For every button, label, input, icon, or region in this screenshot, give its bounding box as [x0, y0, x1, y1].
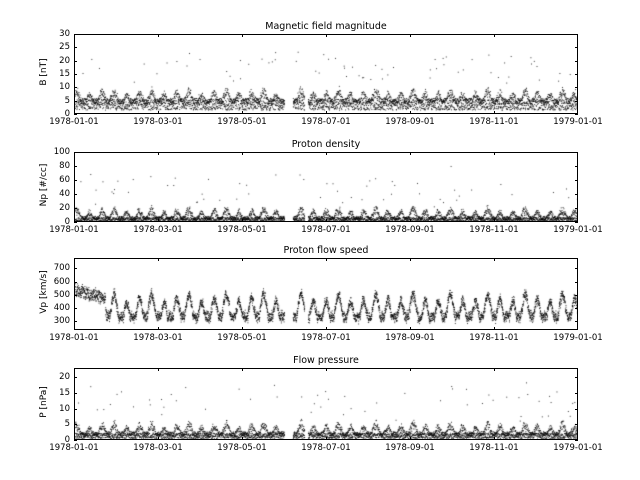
x-tick-label: 1978-11-01 [469, 443, 519, 453]
y-axis-label: B [nT] [39, 58, 49, 86]
y-axis-label: Np [#/cc] [39, 163, 49, 207]
y-axis-label: Vp [km/s] [39, 270, 49, 314]
panel-proton-density [39, 139, 603, 235]
x-axis-tick [158, 327, 159, 330]
x-tick-label: 1978-05-01 [217, 225, 267, 235]
x-axis-tick [326, 327, 327, 330]
y-axis-tick [74, 208, 77, 209]
data-points [75, 259, 578, 330]
x-tick-label: 1978-03-01 [133, 333, 183, 343]
x-axis-tick [410, 258, 411, 261]
y-tick-label: 30 [59, 29, 70, 39]
x-axis-tick [158, 219, 159, 222]
y-tick-label: 300 [53, 315, 70, 326]
plot-area [74, 152, 578, 222]
y-tick-label: 20 [59, 372, 70, 383]
y-axis-tick [74, 282, 77, 283]
x-tick-label: 1978-07-01 [301, 117, 351, 127]
x-axis-tick [577, 258, 578, 261]
x-axis-tick [242, 152, 243, 155]
x-tick-label: 1978-03-01 [133, 117, 183, 127]
y-tick-label: 0 [64, 109, 70, 119]
y-tick-label: 25 [59, 42, 70, 53]
y-axis-tick [575, 409, 578, 410]
x-axis-tick [494, 368, 495, 371]
x-axis-tick [158, 437, 159, 440]
panel-title: Proton density [291, 139, 361, 150]
x-tick-label: 1978-09-01 [385, 443, 435, 453]
x-axis-tick [158, 258, 159, 261]
x-axis-tick [326, 437, 327, 440]
y-axis-tick [74, 440, 77, 441]
x-axis-tick [74, 111, 75, 114]
y-tick-label: 0 [64, 435, 70, 445]
y-axis-tick [74, 295, 77, 296]
y-axis-tick [74, 74, 77, 75]
x-axis-tick [494, 327, 495, 330]
y-axis-tick [575, 180, 578, 181]
x-tick-label: 1978-09-01 [385, 333, 435, 343]
x-axis-tick [74, 327, 75, 330]
x-tick-label: 1978-05-01 [217, 333, 267, 343]
y-axis-tick [74, 61, 77, 62]
x-axis-tick [410, 327, 411, 330]
x-tick-label: 1978-09-01 [385, 225, 435, 235]
y-axis-tick [74, 321, 77, 322]
x-axis-tick [74, 368, 75, 371]
x-axis-tick [242, 327, 243, 330]
y-tick-label: 5 [64, 95, 70, 106]
y-axis-tick [575, 268, 578, 269]
x-axis-tick [494, 219, 495, 222]
x-tick-label: 1978-11-01 [469, 225, 519, 235]
y-axis-tick [575, 308, 578, 309]
y-axis-tick [74, 194, 77, 195]
x-axis-tick [577, 219, 578, 222]
y-axis-tick [575, 295, 578, 296]
x-axis-tick [158, 368, 159, 371]
x-axis-tick [326, 152, 327, 155]
x-axis-tick [74, 219, 75, 222]
x-axis-tick [74, 437, 75, 440]
x-axis-tick [242, 219, 243, 222]
y-tick-label: 400 [53, 302, 70, 313]
x-tick-label: 1978-05-01 [217, 443, 267, 453]
plot-area [74, 258, 578, 330]
x-tick-label: 1978-01-01 [49, 225, 99, 235]
data-points [75, 369, 578, 440]
x-axis-tick [158, 152, 159, 155]
y-axis-tick [74, 409, 77, 410]
x-axis-tick [577, 437, 578, 440]
x-axis-tick [577, 111, 578, 114]
x-axis-tick [577, 34, 578, 37]
data-points [75, 153, 578, 222]
y-tick-label: 15 [59, 388, 70, 399]
x-tick-label: 1979-01-01 [553, 225, 603, 235]
y-axis-tick [575, 74, 578, 75]
plot-area [74, 368, 578, 440]
x-axis-tick [410, 34, 411, 37]
x-axis-tick [326, 258, 327, 261]
x-axis-tick [242, 111, 243, 114]
y-tick-label: 600 [53, 276, 70, 287]
y-axis-tick [74, 180, 77, 181]
x-axis-tick [74, 152, 75, 155]
y-axis-tick [575, 114, 578, 115]
x-axis-tick [577, 368, 578, 371]
y-axis-tick [74, 222, 77, 223]
y-axis-tick [575, 87, 578, 88]
y-axis-tick [74, 47, 77, 48]
y-tick-label: 100 [53, 147, 70, 157]
panel-proton-flow-speed [39, 245, 603, 343]
x-axis-tick [577, 152, 578, 155]
x-axis-tick [242, 437, 243, 440]
x-axis-tick [410, 152, 411, 155]
y-tick-label: 60 [59, 175, 70, 185]
x-tick-label: 1978-01-01 [49, 443, 99, 453]
y-axis-tick [74, 114, 77, 115]
x-axis-tick [494, 111, 495, 114]
x-tick-label: 1979-01-01 [553, 443, 603, 453]
x-axis-tick [326, 368, 327, 371]
y-tick-label: 0 [64, 217, 70, 227]
x-axis-tick [494, 152, 495, 155]
y-tick-label: 15 [59, 69, 70, 79]
y-axis-tick [74, 377, 77, 378]
x-axis-tick [326, 219, 327, 222]
y-tick-label: 10 [59, 82, 70, 93]
x-axis-tick [410, 219, 411, 222]
x-axis-tick [410, 437, 411, 440]
x-tick-label: 1978-03-01 [133, 443, 183, 453]
panel-title: Proton flow speed [283, 245, 369, 256]
panel-magnetic-field-magnitude [39, 21, 603, 127]
x-tick-label: 1979-01-01 [553, 117, 603, 127]
x-tick-label: 1978-11-01 [469, 117, 519, 127]
x-tick-label: 1978-01-01 [49, 117, 99, 127]
x-tick-label: 1979-01-01 [553, 333, 603, 343]
x-tick-label: 1978-09-01 [385, 117, 435, 127]
y-axis-tick [74, 393, 77, 394]
x-axis-tick [494, 437, 495, 440]
y-axis-tick [575, 61, 578, 62]
x-tick-label: 1978-11-01 [469, 333, 519, 343]
x-axis-tick [242, 368, 243, 371]
x-axis-tick [410, 111, 411, 114]
x-axis-tick [242, 34, 243, 37]
y-axis-tick [575, 282, 578, 283]
x-axis-tick [74, 34, 75, 37]
x-axis-tick [326, 34, 327, 37]
y-tick-label: 700 [53, 263, 70, 274]
plot-area [74, 34, 578, 114]
data-points [75, 35, 578, 114]
y-axis-label: P [nPa] [39, 386, 49, 418]
y-axis-tick [575, 377, 578, 378]
y-tick-label: 40 [59, 189, 70, 199]
y-axis-tick [575, 101, 578, 102]
x-axis-tick [158, 34, 159, 37]
x-tick-label: 1978-01-01 [49, 333, 99, 343]
y-tick-label: 5 [64, 419, 70, 430]
x-axis-tick [410, 368, 411, 371]
panel-flow-pressure [39, 355, 603, 453]
x-tick-label: 1978-07-01 [301, 333, 351, 343]
y-axis-tick [575, 440, 578, 441]
y-axis-tick [575, 321, 578, 322]
y-tick-label: 10 [59, 403, 70, 414]
x-axis-tick [494, 258, 495, 261]
x-axis-tick [494, 34, 495, 37]
y-axis-tick [575, 47, 578, 48]
y-axis-tick [575, 393, 578, 394]
y-axis-tick [575, 424, 578, 425]
y-axis-tick [74, 101, 77, 102]
x-axis-tick [158, 111, 159, 114]
y-axis-tick [575, 222, 578, 223]
x-tick-label: 1978-07-01 [301, 443, 351, 453]
x-axis-tick [74, 258, 75, 261]
panel-title: Magnetic field magnitude [265, 21, 387, 32]
x-tick-label: 1978-05-01 [217, 117, 267, 127]
y-axis-tick [575, 166, 578, 167]
x-axis-tick [577, 327, 578, 330]
x-axis-tick [242, 258, 243, 261]
y-tick-label: 20 [59, 203, 70, 213]
x-tick-label: 1978-03-01 [133, 225, 183, 235]
y-tick-label: 20 [59, 55, 70, 66]
y-axis-tick [74, 308, 77, 309]
y-axis-tick [74, 87, 77, 88]
x-tick-label: 1978-07-01 [301, 225, 351, 235]
y-tick-label: 500 [53, 289, 70, 300]
y-axis-tick [575, 208, 578, 209]
panel-title: Flow pressure [293, 355, 359, 366]
x-axis-tick [326, 111, 327, 114]
y-axis-tick [74, 166, 77, 167]
y-axis-tick [74, 424, 77, 425]
y-axis-tick [575, 194, 578, 195]
y-tick-label: 80 [59, 161, 70, 171]
y-axis-tick [74, 268, 77, 269]
